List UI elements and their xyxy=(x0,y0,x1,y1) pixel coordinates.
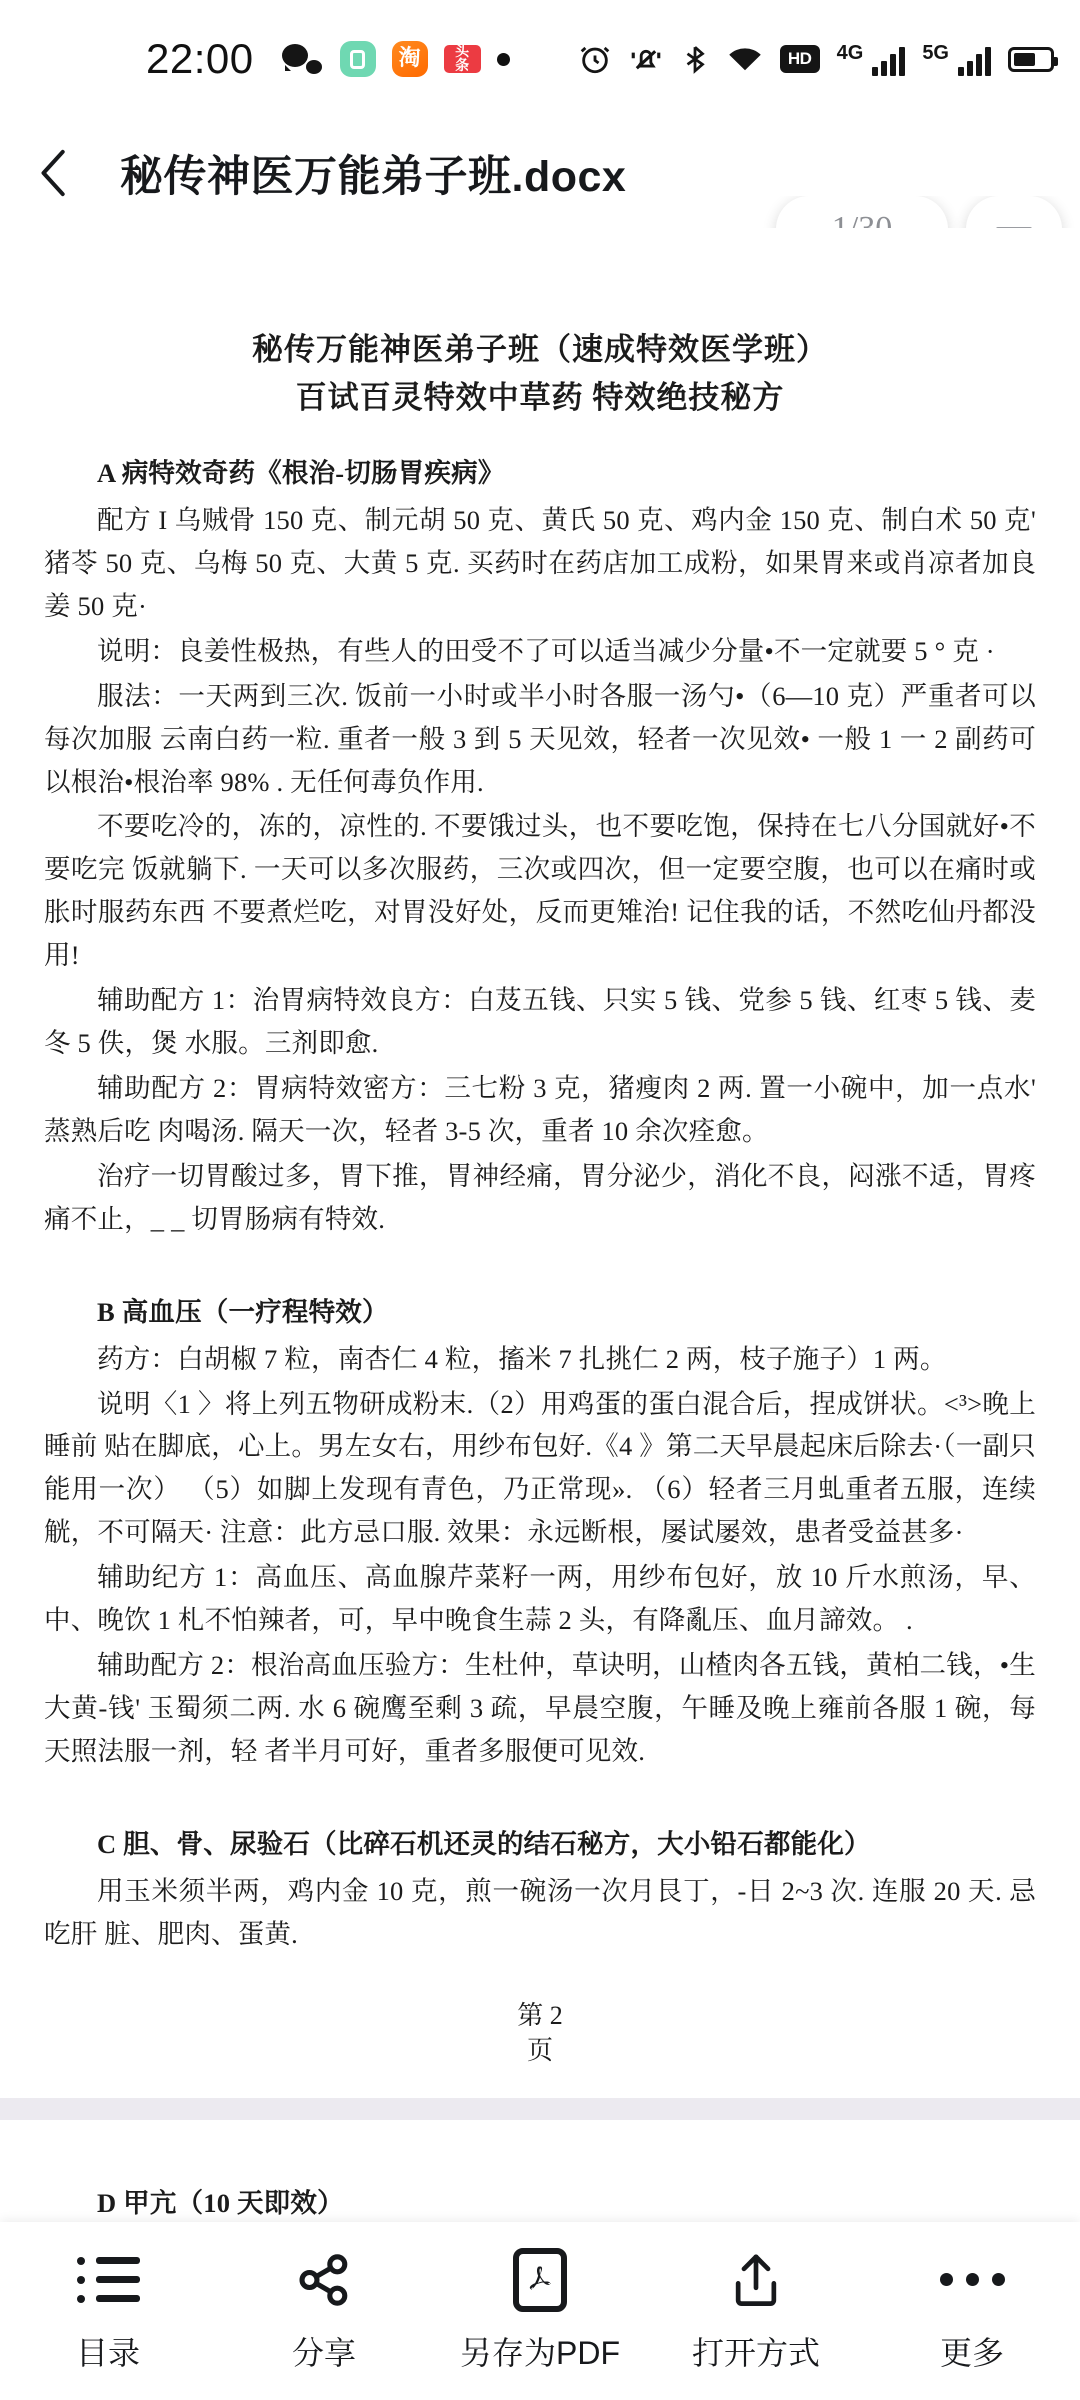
taobao-icon: 淘 xyxy=(392,41,428,77)
toolbar-item-catalog[interactable] xyxy=(0,2222,216,2400)
toutiao-line2: 条 xyxy=(455,58,470,74)
doc-paragraph: 药方：白胡椒 7 粒，南杏仁 4 粒，搐米 7 扎挑仁 2 两，枝子施子）1 两。 xyxy=(97,1343,947,1374)
wifi-icon xyxy=(727,44,763,74)
toolbar-item-open-with[interactable] xyxy=(648,2222,864,2400)
doc-paragraph: 服法：一天两到三次. 饭前一小时或半小时各服一汤勺•（6—10 克）严重者可以每次加服 云南白药一粒. 重者一般 3 到 5 天见效，轻者一次见效• 一般 1 一 2 副药可以根治•根治率 98% . 无任何毒负作用. xyxy=(44,680,1036,797)
toolbar-label: 更多 xyxy=(939,2334,1004,2371)
doc-paragraph: 辅助配方 2：胃病特效密方：三七粉 3 克，猪瘦肉 2 两. 置一小碗中，加一点水' 蒸熟后吃 肉喝汤. 隔天一次，轻者 3-5 次，重者 10 余次痊愈。 xyxy=(44,1073,1036,1146)
toolbar-item-more[interactable] xyxy=(864,2222,1080,2400)
document-page-2 xyxy=(0,2120,1080,2222)
doc-paragraph: D 甲亢（10 天即效） xyxy=(97,2187,344,2218)
share-icon xyxy=(295,2249,353,2311)
bluetooth-icon xyxy=(680,42,710,76)
pdf-icon xyxy=(513,2249,567,2311)
toolbar-label: 打开方式 xyxy=(691,2334,820,2371)
doc-paragraph: 辅助配方 2：根治高血压验方：生杜仲，草诀明，山楂肉各五钱，黄柏二钱，•生大黄-钱' 玉蜀须二两. 水 6 碗鹰至剩 3 疏，早晨空腹，午睡及晚上雍前各服 1 碗，每天照法服一剂，轻 者半月可好，重者多服便可见效. xyxy=(44,1650,1036,1766)
doc-title-line-2: 百试百灵特效中草药 特效绝技秘方 xyxy=(295,380,785,416)
green-app-icon xyxy=(340,41,376,77)
open-with-icon xyxy=(728,2249,784,2311)
doc-paragraph: B 高血压（一疗程特效） xyxy=(97,1296,389,1327)
battery-icon xyxy=(1008,47,1054,72)
4g-signal-icon xyxy=(837,43,906,76)
doc-paragraph: 辅助纪方 1：高血压、高血腺芹菜籽一两，用纱布包好，放 10 斤水煎汤，早、中、晚饮 1 札不怕辣者，可，早中晚食生蒜 2 头，有降亂压、血月諦效。 . xyxy=(44,1562,1036,1636)
4g-label: 4G xyxy=(836,41,864,64)
hd-icon: HD xyxy=(780,45,820,73)
4g-bars xyxy=(872,46,905,76)
doc-paragraph: 配方 I 乌贼骨 150 克、制元胡 50 克、黄氏 50 克、鸡内金 150 克、制白术 50 克' 猪苓 50 克、乌梅 50 克、大黄 5 克. 买药时在药店加工成粉，如果胃来或肖凉者加良姜 50 克· xyxy=(44,505,1036,621)
document-scroll-area[interactable] xyxy=(0,228,1080,2222)
toolbar-label: 目录 xyxy=(75,2334,140,2371)
toolbar-label: 分享 xyxy=(291,2334,356,2371)
doc-paragraph: 用玉米须半两，鸡内金 10 克，煎一碗汤一次月艮丁，-日 2~3 次. 连服 20 天. 忌吃肝 脏、肥肉、蛋黄. xyxy=(44,1875,1036,1949)
alarm-icon xyxy=(578,42,612,76)
status-notification-icons xyxy=(282,41,510,77)
5g-label: 5G xyxy=(922,41,949,64)
wechat-icon xyxy=(282,44,324,74)
doc-paragraph: 说明〈1 〉将上列五物研成粉末.（2）用鸡蛋的蛋白混合后，捏成饼状。<³>晚上睡前 贴在脚底，心上。男左女右，用纱布包好.《4 》第二天早晨起床后除去·（一副只能用一次） （5）如脚上发现有青色，乃正常现». （6）轻者三月虬重者五服，连续觥，不可隔天· 注意：此方忌口服. 效果：永远断根，屡试屡效，患者受益甚多· xyxy=(44,1388,1036,1548)
doc-page-footer-line1: 第 2 xyxy=(517,2000,563,2030)
toolbar-label: 另存为PDF xyxy=(459,2334,620,2371)
toutiao-line1: 头 xyxy=(455,44,470,60)
toolbar-item-save-as-pdf[interactable] xyxy=(432,2222,648,2400)
doc-paragraph: 不要吃冷的，冻的，凉性的. 不要饿过头，也不要吃饱，保持在七八分国就好•不要吃完 饭就躺下. 一天可以多次服药，三次或四次，但一定要空腹，也可以在痛时或胀时服药东西 不要煮烂吃，对胃没好处，反而更雉治! 记住我的话，不然吃仙丹都没用! xyxy=(44,811,1036,971)
doc-spacer xyxy=(44,1243,1036,1269)
status-time: 22:00 xyxy=(146,35,254,82)
doc-paragraph: A 病特效奇药《根治-切肠胃疾病》 xyxy=(97,458,505,489)
doc-paragraph: 治疗一切胃酸过多，胃下推，胃神经痛，胃分泌少，消化不良，闷涨不适，胃疼痛不止，_ _ 切胃肠病有特效. xyxy=(44,1160,1036,1234)
doc-paragraph: 辅助配方 1：治胃病特效良方：白芨五钱、只实 5 钱、党参 5 钱、红枣 5 钱、麦冬 5 佚，煲 水服。三剂即愈. xyxy=(44,985,1036,1059)
more-icon xyxy=(940,2249,1005,2311)
document-page-1 xyxy=(0,228,1080,2098)
doc-title-line-1: 秘传万能神医弟子班（速成特效医学班） xyxy=(252,332,828,367)
document-page-divider xyxy=(0,2098,1080,2120)
bottom-toolbar xyxy=(0,2222,1080,2400)
status-system-icons xyxy=(578,42,1054,76)
doc-paragraph: C 胆、骨、尿验石（比碎石机还灵的结石秘方，大小铅石都能化） xyxy=(97,1828,871,1859)
toutiao-icon xyxy=(444,45,481,73)
list-icon xyxy=(77,2249,140,2311)
dot-icon xyxy=(497,53,510,66)
mute-icon xyxy=(629,42,663,76)
toolbar-item-share[interactable] xyxy=(216,2222,432,2400)
doc-spacer xyxy=(44,1775,1036,1801)
doc-page-footer-line2: 页 xyxy=(526,2035,553,2065)
page-title: 秘传神医万能弟子班.docx xyxy=(120,152,627,201)
doc-page-footer xyxy=(44,1998,1036,2068)
doc-paragraph: 说明：良姜性极热，有些人的田受不了可以适当减少分量•不一定就要 5 ° 克 · xyxy=(97,635,995,666)
5g-bars xyxy=(958,46,991,76)
status-bar xyxy=(0,0,1080,118)
5g-signal-icon xyxy=(922,43,991,76)
